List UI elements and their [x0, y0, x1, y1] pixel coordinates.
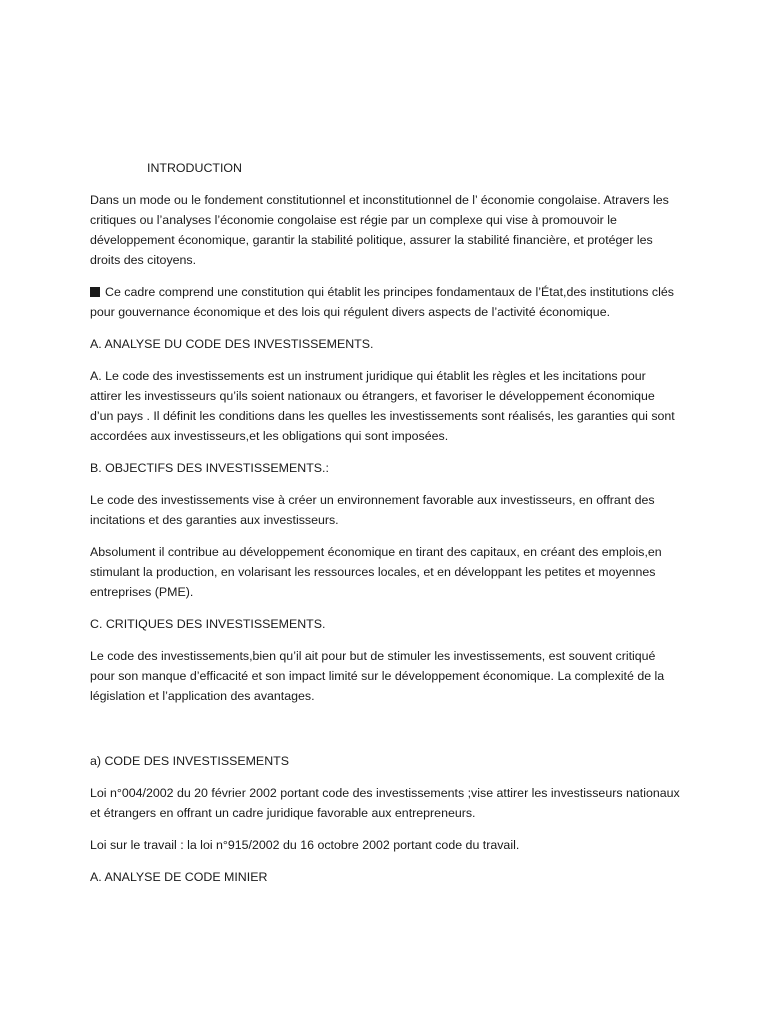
intro-paragraph: Dans un mode ou le fondement constitutionnel et inconstitutionnel de l’ économie congolaise. Atravers les critiques ou l’analyses l’économie congolaise est régie par un complexe qui vise à promouvoir le développement économique, garantir la stabilité politique, assurer la stabilité financière, et protéger les droits des citoyens. [90, 193, 669, 267]
section-heading-a: A. ANALYSE DU CODE DES INVESTISSEMENTS. [90, 337, 374, 351]
paragraph-gap [90, 718, 680, 751]
bullet-text: Ce cadre comprend une constitution qui établit les principes fondamentaux de l’État,des institutions clés pour gouvernance économique et des lois qui régulent divers aspects de l’activité économique. [90, 285, 674, 319]
section-b-paragraph-2: Absolument il contribue au développement économique en tirant des capitaux, en créant des emplois,en stimulant la production, en volarisant les ressources locales, et en développant les petites et moyennes entreprises (PME). [90, 545, 662, 599]
section-heading-b: B. OBJECTIFS DES INVESTISSEMENTS.: [90, 461, 329, 475]
section-a-paragraph: A. Le code des investissements est un instrument juridique qui établit les règles et les incitations pour attirer les investisseurs qu’ils soient nationaux ou étrangers, et favoriser le développement économique d’un pays . Il définit les conditions dans les quelles les investissements sont réalisés, les garanties qui sont accordées aux investisseurs,et les obligations qui sont imposées. [90, 369, 675, 443]
section-c-paragraph: Le code des investissements,bien qu’il ait pour but de stimuler les investissements, est souvent critiqué pour son manque d’efficacité et son impact limité sur le développement économique. La complexité de la législation et l’application des avantages. [90, 649, 665, 703]
section-b-paragraph-1: Le code des investissements vise à créer un environnement favorable aux investisseurs, en offrant des incitations et des garanties aux investisseurs. [90, 493, 655, 527]
square-bullet-icon [90, 287, 100, 297]
document-title: INTRODUCTION [147, 161, 242, 175]
law-paragraph-1: Loi n°004/2002 du 20 février 2002 portant code des investissements ;vise attirer les investisseurs nationaux et étrangers en offrant un cadre juridique favorable aux entrepreneurs. [90, 786, 680, 820]
subsection-heading-a: a) CODE DES INVESTISSEMENTS [90, 754, 289, 768]
section-heading-minier: A. ANALYSE DE CODE MINIER [90, 870, 268, 884]
law-paragraph-2: Loi sur le travail : la loi n°915/2002 du 16 octobre 2002 portant code du travail. [90, 838, 520, 852]
document-body [90, 158, 680, 899]
bullet-paragraph [90, 282, 680, 322]
section-heading-c: C. CRITIQUES DES INVESTISSEMENTS. [90, 617, 326, 631]
